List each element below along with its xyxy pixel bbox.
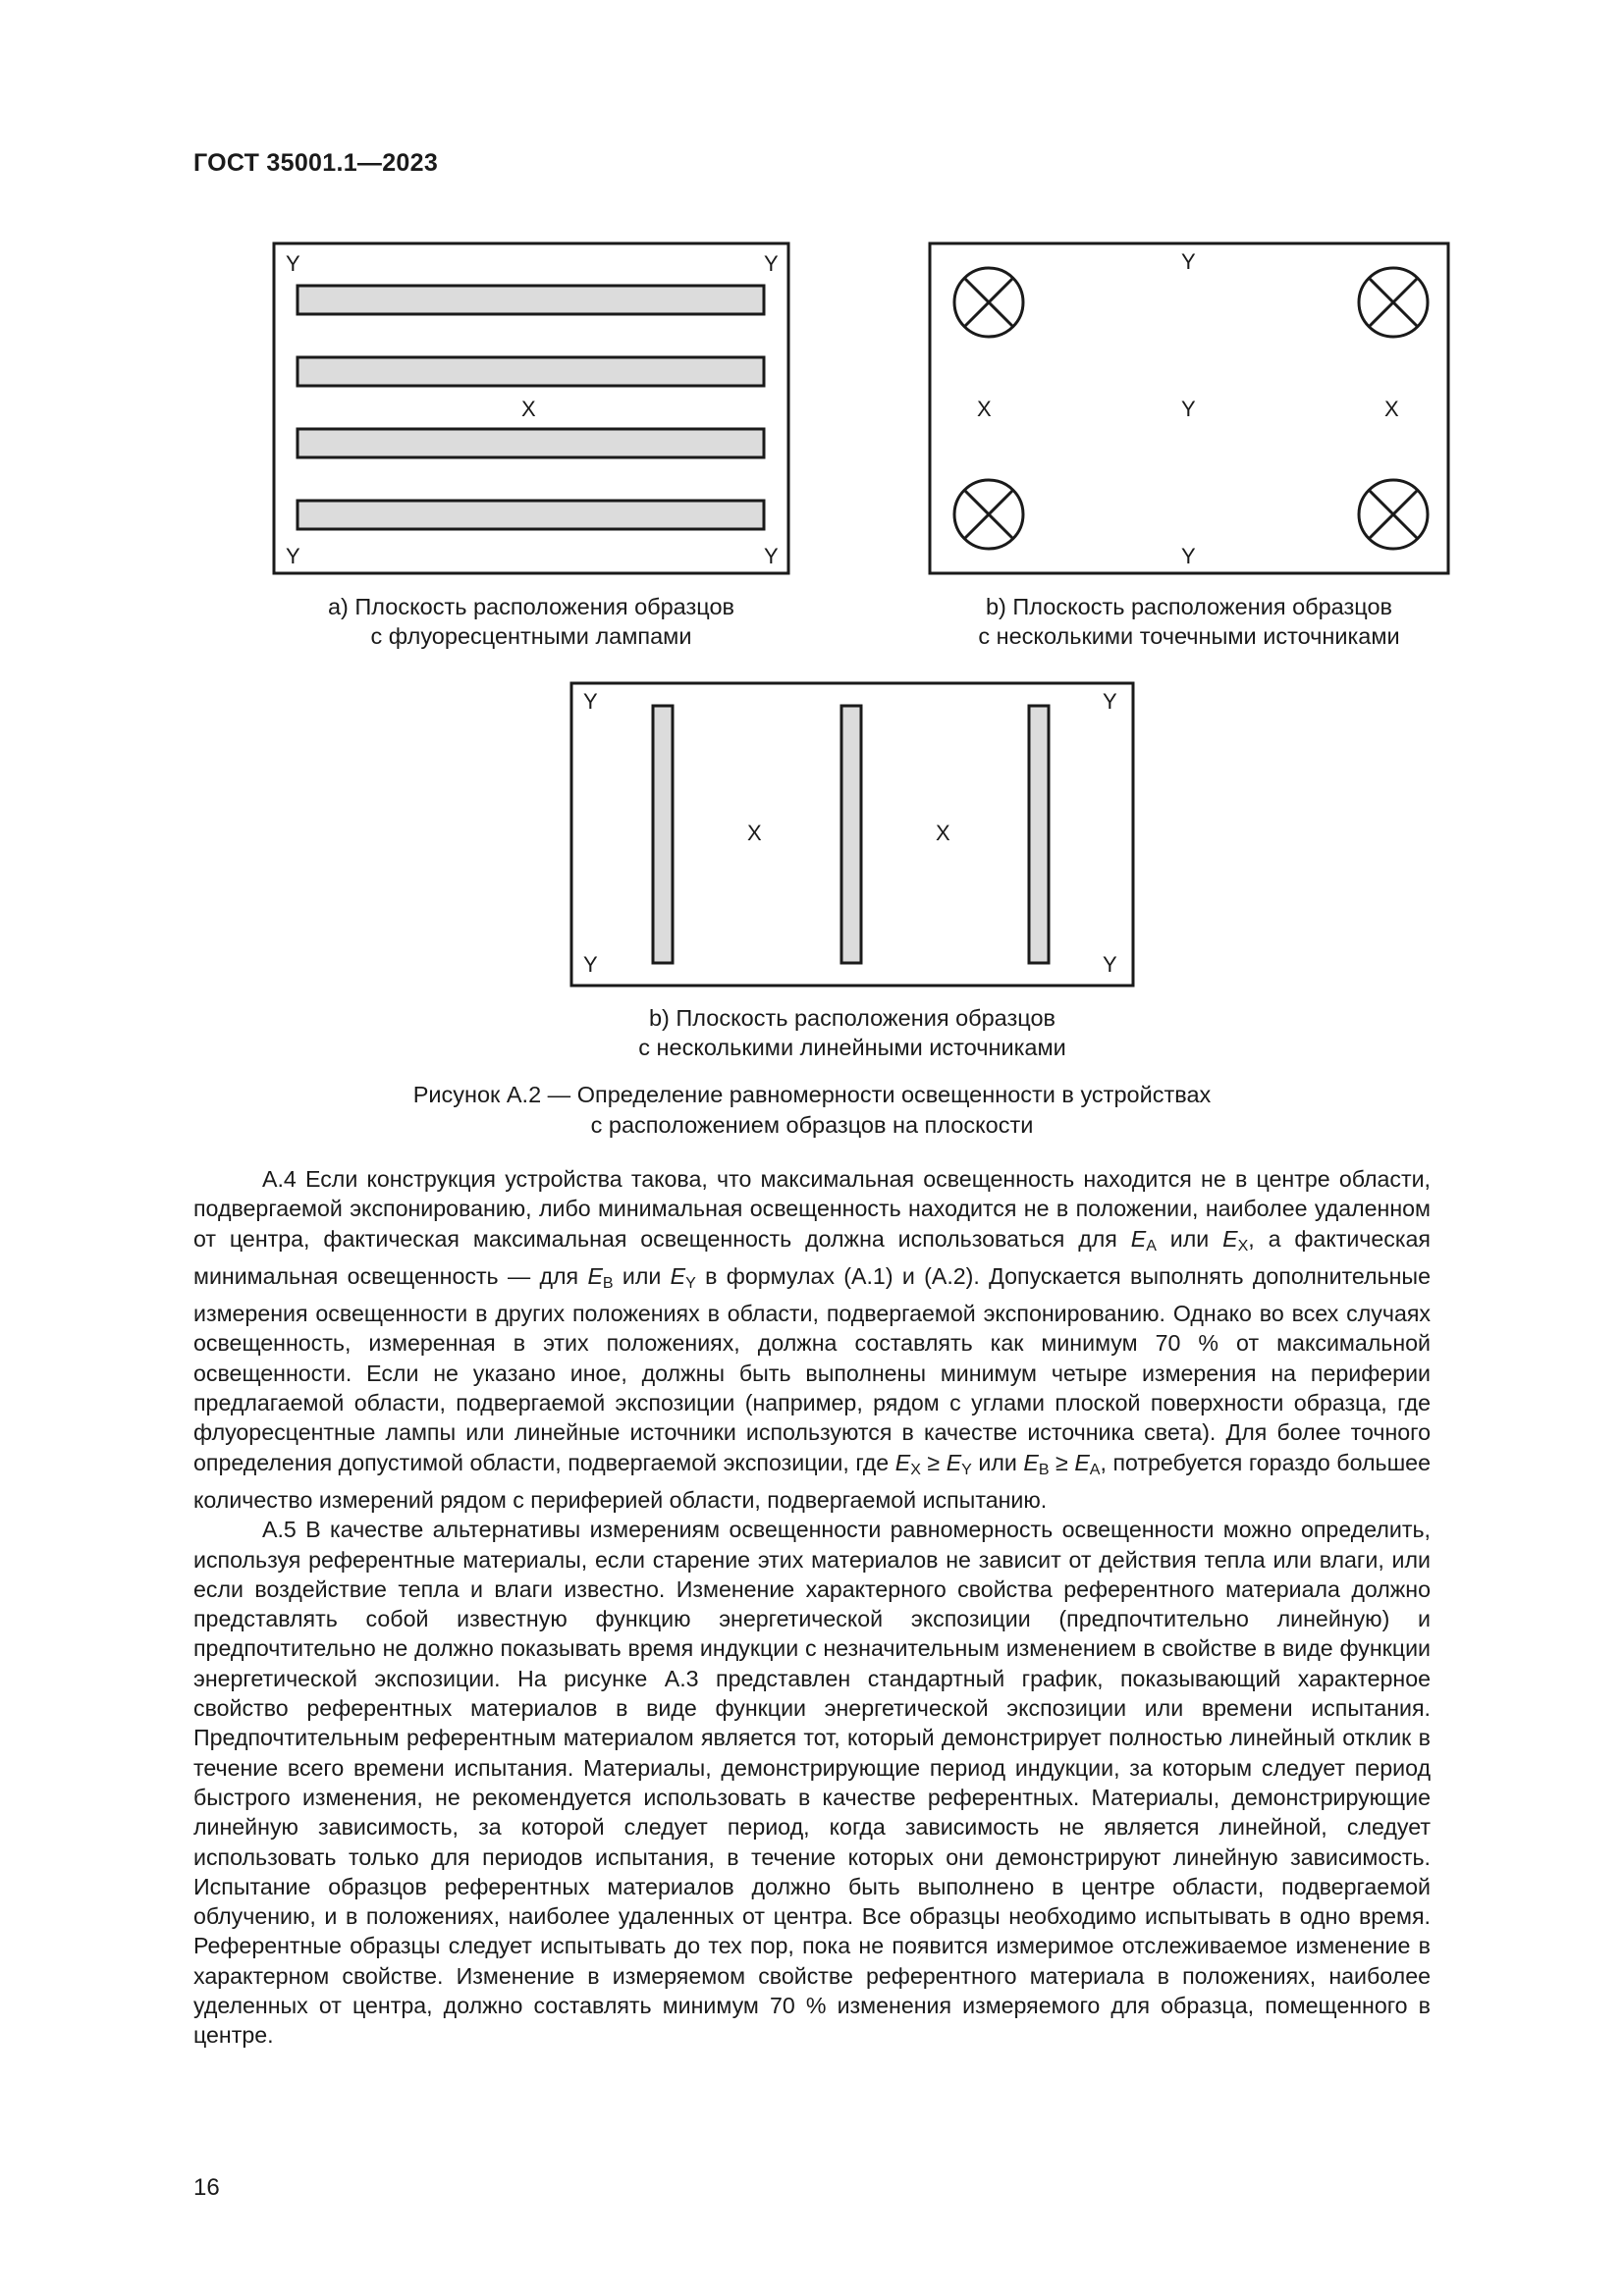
label-x: X xyxy=(936,821,950,845)
standard-header: ГОСТ 35001.1—2023 xyxy=(193,149,439,177)
fluorescent-lamp xyxy=(298,429,764,457)
label-y: Y xyxy=(1181,544,1196,568)
label-x: X xyxy=(1384,397,1399,421)
figure-b1-caption: b) Плоскость расположения образцов с несколькими точечными источниками xyxy=(978,594,1400,649)
corner-label-y: Y xyxy=(764,544,779,568)
figure-b-point-sources-diagram xyxy=(928,241,1450,575)
label-x: X xyxy=(977,397,992,421)
linear-source-lamp xyxy=(1029,706,1049,963)
label-x: X xyxy=(747,821,762,845)
corner-label-y: Y xyxy=(764,251,779,276)
label-y: Y xyxy=(1181,249,1196,274)
center-label-x: X xyxy=(521,397,536,421)
fluorescent-lamp xyxy=(298,357,764,386)
fluorescent-lamp xyxy=(298,286,764,314)
linear-source-lamp xyxy=(841,706,861,963)
figure-a-caption: a) Плоскость расположения образцов с флуоресцентными лампами xyxy=(327,594,735,649)
label-y: Y xyxy=(1181,397,1196,421)
figure-b-linear-sources-diagram xyxy=(569,681,1135,988)
paragraph-a4: А.4 Если конструкция устройства такова, что максимальная освещенность находится не в центре области, подвергаемой экспонированию, либо минимальная освещенность находится не в положении, наиболее удаленном от центра, фактическая максимальная освещенность должна использоваться для $E_A$ или $E_X$, а фактическая минимальная освещенность — для $E_B$ или $E_Y$ в формулах (А.1) и (А.2). Допускается выполнять дополнительные измерения освещенности в других положениях в области, подвергаемой экспонированию. Однако во всех случаях освещенность, измеренная в этих положениях, должна составлять как минимум 70 % от максимальной освещенности. Если не указано иное, должны быть выполнены минимум четыре измерения на периферии предлагаемой области, подвергаемой экспозиции (например, рядом с углами плоской поверхности образца, где флуоресцентные лампы или линейные источники используются в качестве источника света). Для более точного определения допустимой области, подвергаемой экспозиции, где $E_X \ge E_Y$ или $E_B \ge E_A$, потребуется гораздо большее количество измерений рядом с периферией области, подвергаемой испытанию. xyxy=(193,1166,1431,1513)
figure-b2-caption: b) Плоскость расположения образцов с несколькими линейными источниками xyxy=(638,1005,1066,1060)
figure-a-fluorescent-diagram xyxy=(272,241,790,575)
paragraph-a5: А.5 В качестве альтернативы измерениям освещенности равномерность освещенности можно определить, используя референтные материалы, если старение этих материалов не зависит от действия тепла или влаги, или если воздействие тепла и влаги известно. Изменение характерного свойства референтного материала должно представлять собой известную функцию энергетической экспозиции (предпочтительно линейную) и предпочтительно не должно показывать время индукции с незначительным изменением в свойстве в виде функции энергетической экспозиции. На рисунке А.3 представлен стандартный график, показывающий характерное свойство референтных материалов в виде функции энергетической экспозиции или времени испытания. Предпочтительным референтным материалом является тот, который демонстрирует полностью линейный отклик в течение всего времени испытания. Материалы, демонстрирующие период индукции, за которым следует период быстрого изменения, не рекомендуется использовать в качестве референтных. Материалы, демонстрирующие линейную зависимость, за которой следует период, когда зависимость не является линейной, следует использовать только для периодов испытания, в течение которых они демонстрируют линейную зависимость. Испытание образцов референтных материалов должно быть выполнено в центре области, подвергаемой облучению, и в положениях, наиболее удаленных от центра. Все образцы необходимо испытывать в одно время. Референтные образцы следует испытывать до тех пор, пока не появится измеримое отслеживаемое изменение в характерном свойстве. Изменение в измеряемом свойстве референтного материала в положениях, наиболее уделенных от центра, должно составлять минимум 70 % изменения измеряемого для образца, помещенного в центре. xyxy=(193,1517,1431,2049)
corner-label-y: Y xyxy=(286,251,300,276)
body-text xyxy=(193,1164,1431,2051)
corner-label-y: Y xyxy=(286,544,300,568)
linear-source-lamp xyxy=(653,706,673,963)
corner-label-y: Y xyxy=(583,952,598,977)
corner-label-y: Y xyxy=(583,689,598,714)
corner-label-y: Y xyxy=(1103,952,1117,977)
corner-label-y: Y xyxy=(1103,689,1117,714)
figure-caption: Рисунок А.2 — Определение равномерности освещенности в устройствах с расположением образцов на плоскости xyxy=(412,1082,1212,1138)
page-number: 16 xyxy=(193,2174,220,2201)
fluorescent-lamp xyxy=(298,501,764,529)
